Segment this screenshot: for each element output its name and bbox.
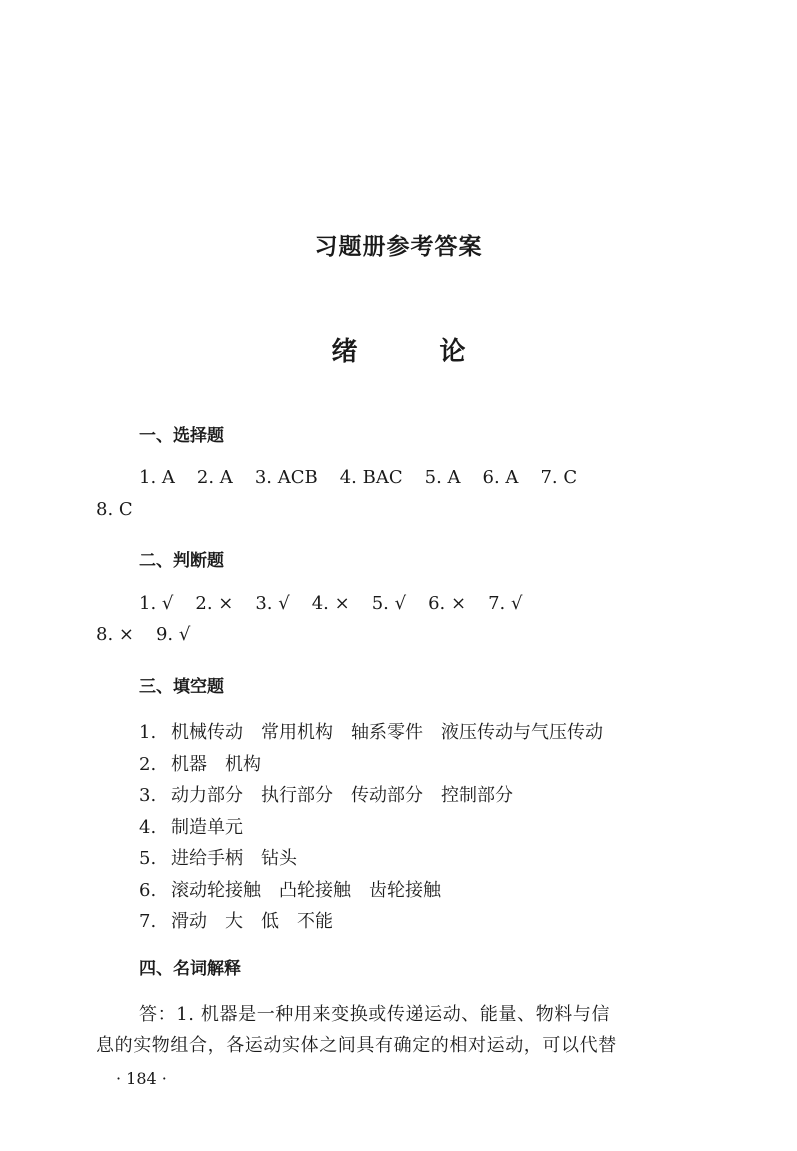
fill-answer-term: 制造单元 xyxy=(171,816,243,838)
fill-answer-number: 1. xyxy=(139,722,157,743)
answer-item: 3. ACB xyxy=(254,467,318,488)
fill-answer-term: 齿轮接触 xyxy=(369,879,441,901)
fill-answer-term: 凸轮接触 xyxy=(279,879,351,901)
fill-answer-term: 传动部分 xyxy=(351,785,423,806)
answer-item: 8. × xyxy=(96,624,134,645)
fill-answer-item xyxy=(139,750,279,776)
fill-answer-term: 低 xyxy=(261,911,279,932)
choice-answers-row-2 xyxy=(96,499,133,520)
fill-answer-term: 动力部分 xyxy=(171,785,243,806)
answer-item: 4. × xyxy=(311,593,350,614)
fill-answer-term: 钻头 xyxy=(261,848,297,869)
fill-answer-term: 液压传动与气压传动 xyxy=(441,722,603,743)
section-heading-choice: 一、选择题 xyxy=(139,426,224,446)
fill-answer-term: 滚动轮接触 xyxy=(171,879,261,901)
answer-item: 6. A xyxy=(482,467,519,488)
section-heading-fill: 三、填空题 xyxy=(139,677,224,697)
fill-answer-item xyxy=(139,844,315,870)
answer-item: 2. × xyxy=(195,593,234,614)
fill-answer-term: 轴系零件 xyxy=(351,722,423,743)
fill-answer-term: 执行部分 xyxy=(261,785,333,806)
fill-answer-term: 大 xyxy=(225,911,243,932)
fill-answer-number: 4. xyxy=(139,816,157,838)
fill-answer-number: 6. xyxy=(139,879,157,901)
answer-item: 6. × xyxy=(428,593,467,614)
fill-answer-item xyxy=(139,876,459,902)
fill-answer-number: 5. xyxy=(139,848,157,869)
answer-item: 1. A xyxy=(139,467,175,488)
page-number: · 184 · xyxy=(116,1069,167,1088)
answer-item: 1. √ xyxy=(139,593,174,614)
answer-item: 5. √ xyxy=(371,593,407,614)
fill-answer-term: 控制部分 xyxy=(441,785,513,806)
fill-answer-number: 7. xyxy=(139,911,157,932)
answer-item: 2. A xyxy=(196,467,233,488)
chapter-title: 绪 论 xyxy=(331,337,494,367)
fill-answer-item xyxy=(139,718,621,744)
answer-item: 7. C xyxy=(540,467,578,488)
fill-answer-term: 滑动 xyxy=(171,911,207,932)
judgment-answers-row-1 xyxy=(139,593,522,614)
choice-answers-row-1 xyxy=(139,467,577,488)
terms-answer-line-2: 息的实物组合，各运动实体之间具有确定的相对运动，可以代替 xyxy=(96,1035,617,1056)
section-heading-judgment: 二、判断题 xyxy=(139,551,224,571)
answer-item: 7. √ xyxy=(488,593,523,614)
fill-answer-item xyxy=(139,813,261,839)
fill-answer-term: 不能 xyxy=(297,911,333,932)
fill-answer-term: 常用机构 xyxy=(261,722,333,743)
document-title: 习题册参考答案 xyxy=(314,234,483,260)
answer-item: 8. C xyxy=(96,499,133,520)
fill-answer-term: 进给手柄 xyxy=(171,848,243,869)
fill-answer-term: 机器 xyxy=(171,753,207,775)
fill-answer-term: 机构 xyxy=(225,753,261,775)
fill-answer-number: 2. xyxy=(139,753,157,775)
section-heading-terms: 四、名词解释 xyxy=(139,959,241,979)
answer-item: 5. A xyxy=(424,467,461,488)
answer-item: 3. √ xyxy=(255,593,290,614)
fill-answer-item xyxy=(139,907,351,933)
answer-item: 9. √ xyxy=(155,624,191,645)
fill-answer-item xyxy=(139,781,531,807)
fill-answer-term: 机械传动 xyxy=(171,722,243,743)
answer-item: 4. BAC xyxy=(339,467,403,488)
fill-answer-number: 3. xyxy=(139,785,157,806)
judgment-answers-row-2 xyxy=(96,624,190,645)
terms-answer-line-1: 答：1. 机器是一种用来变换或传递运动、能量、物料与信 xyxy=(139,1004,611,1025)
